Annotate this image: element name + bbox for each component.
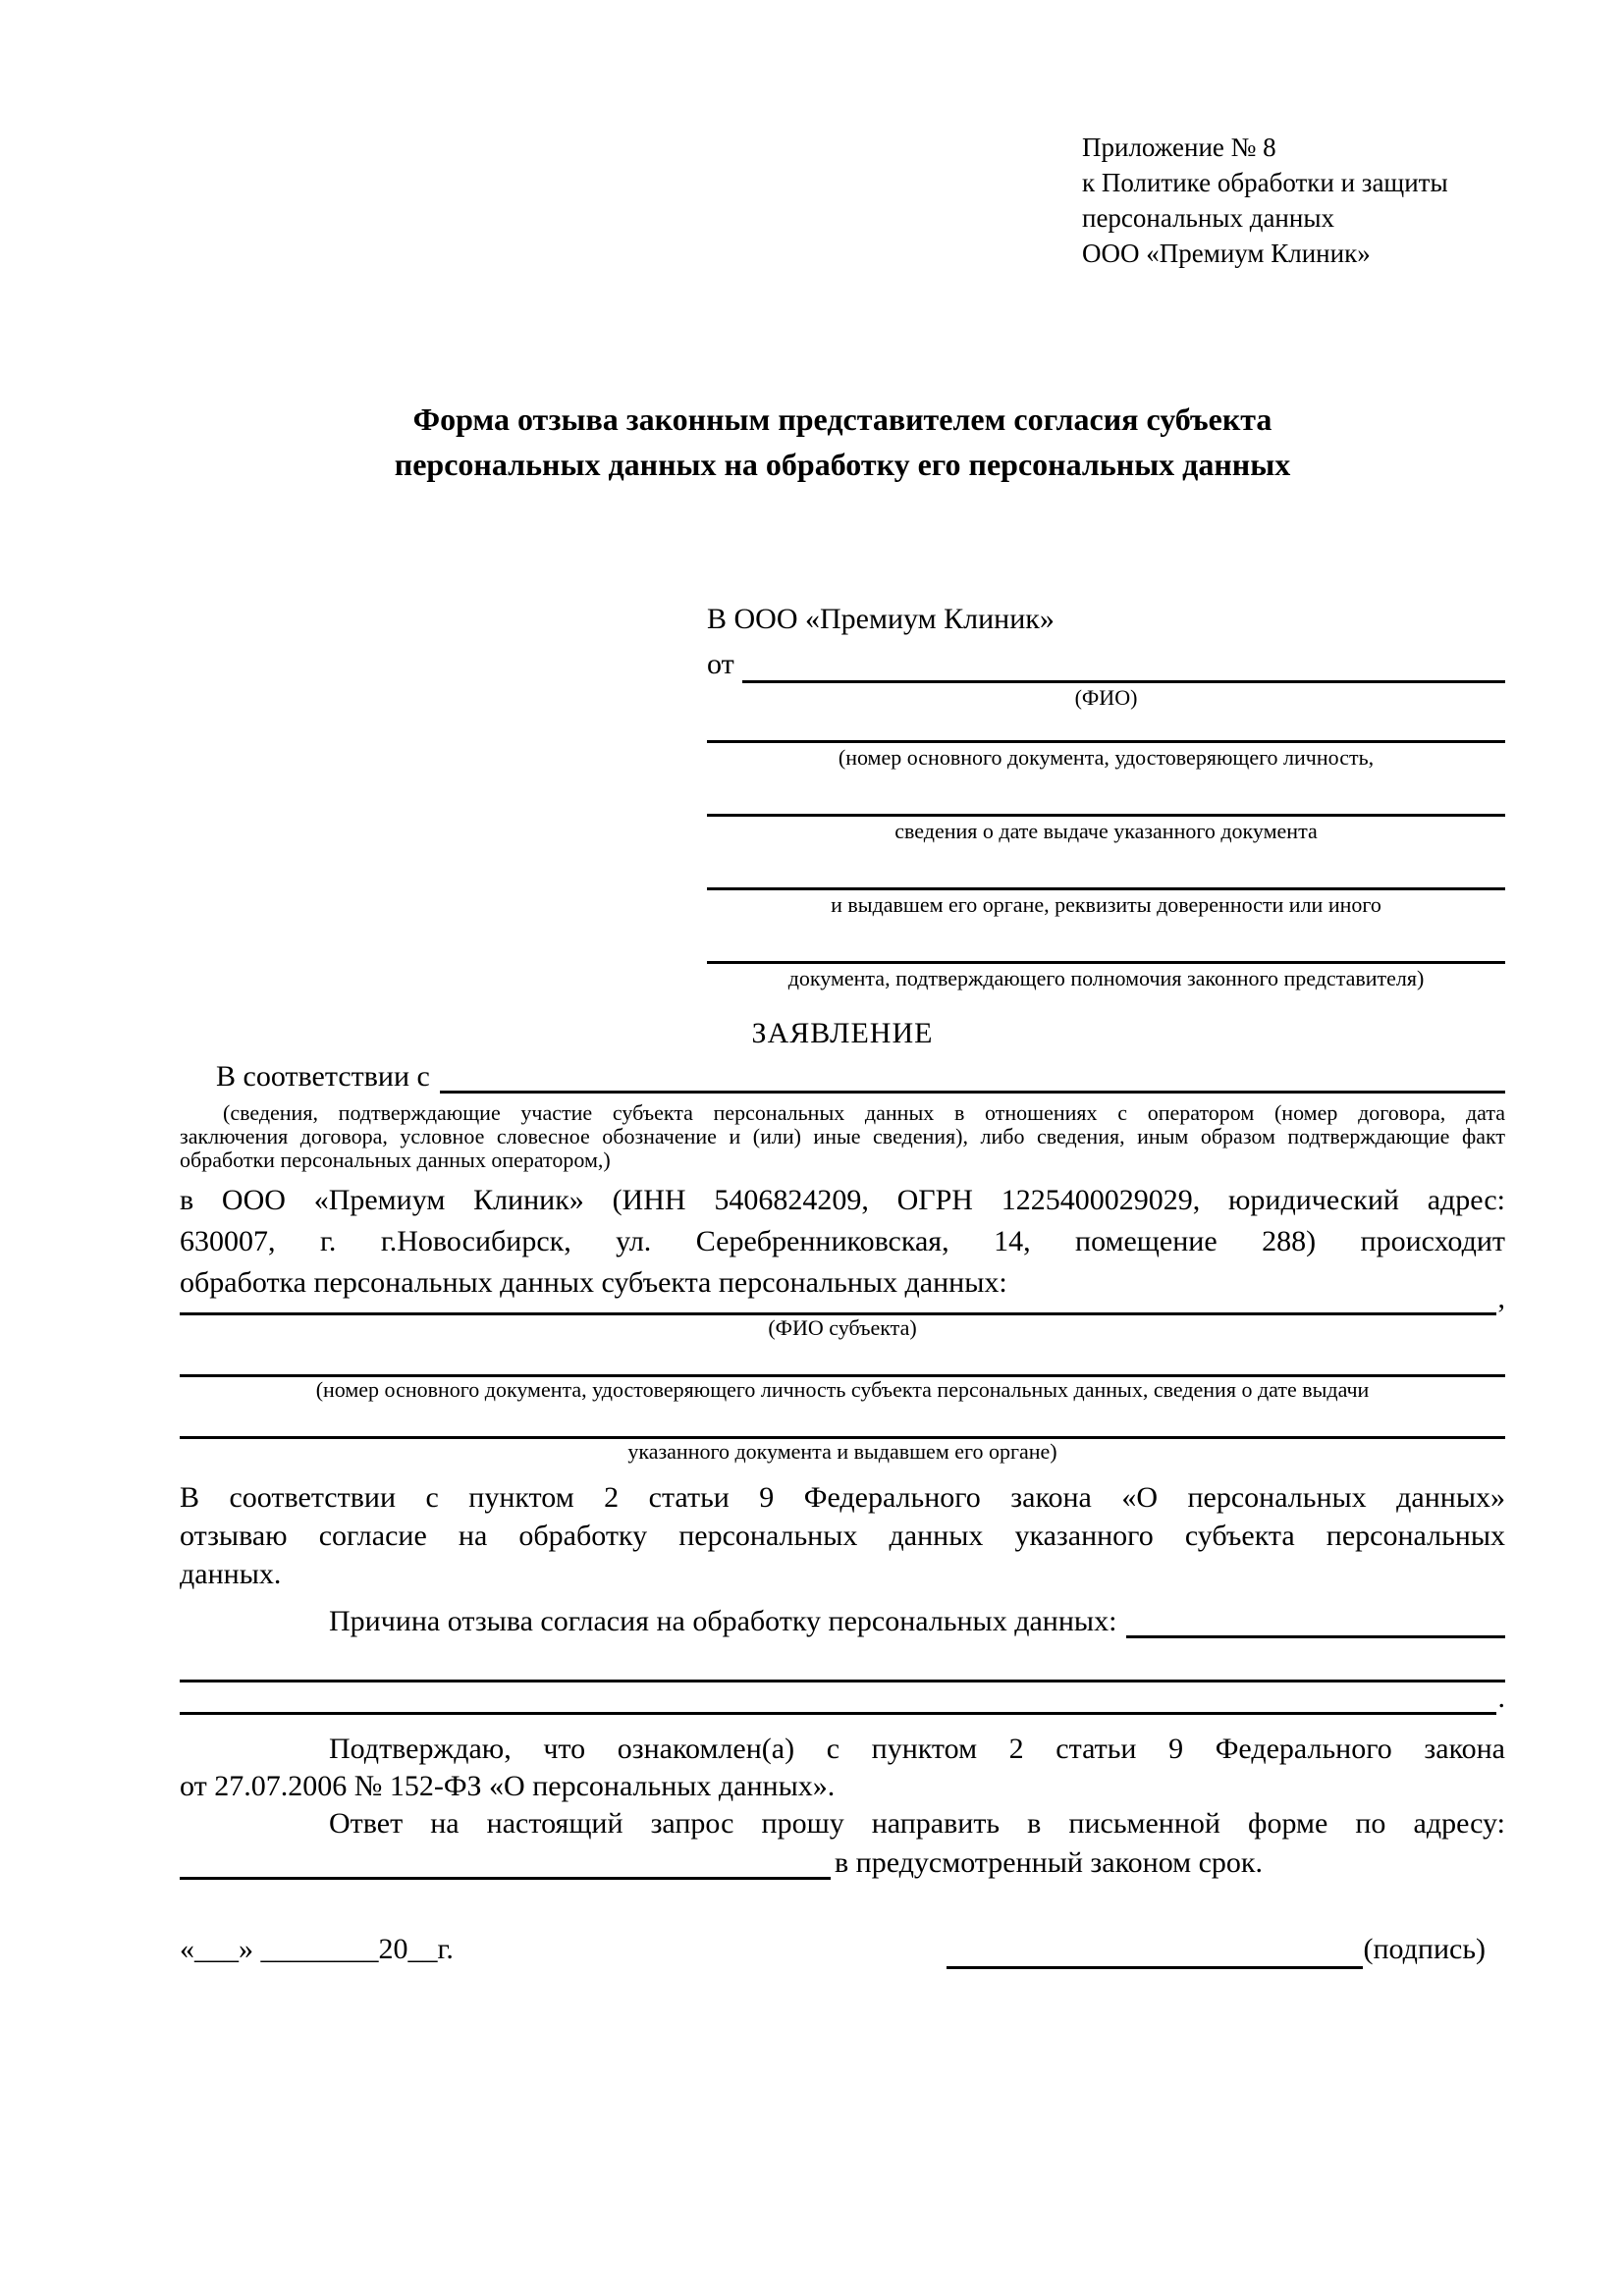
reply-address-blank-line [180,1877,831,1880]
date-blank: «___» ________20__г. [180,1933,454,1965]
field-caption: (номер основного документа, удостоверяющего личность, [838,745,1375,770]
field-caption: документа, подтверждающего полномочия законного представителя) [787,966,1425,990]
signature-caption: (подпись) [1363,1933,1486,1965]
recipient-organization: В ООО «Премиум Клиник» [707,603,1055,635]
document-issue-date-blank-line [707,774,1505,817]
signature-blank-line [947,1937,1363,1969]
accordance-field [180,1056,1505,1094]
reason-blank-line [1126,1635,1505,1638]
document-title [149,397,1536,487]
representative-fio-blank-line [742,680,1505,683]
accordance-basis-blank-line [440,1091,1505,1094]
reason-label: Причина отзыва согласия на обработку персональных данных: [329,1605,1117,1637]
statement-heading: ЗАЯВЛЕНИЕ [751,1017,934,1049]
representative-document-blank-line [707,715,1505,743]
statement-body [180,1056,1505,1880]
withdrawal-paragraph-line: отзываю согласие на обработку персональных данных указанного субъекта персональных [180,1520,1505,1552]
accordance-caption-line: заключения договора, условное словесное обозначение и (или) иные сведения), либо сведения, иным образом подтверждающие факт [180,1124,1505,1148]
appendix-note-line: Приложение № 8 [1082,133,1276,162]
document-title-line: персональных данных на обработку его персональных данных [394,447,1291,482]
operator-paragraph [180,1180,1505,1304]
from-field [707,646,1505,683]
recipient-block [707,601,1505,995]
appendix-note-line: ООО «Премиум Клиник» [1082,239,1371,268]
withdrawal-paragraph [180,1478,1505,1593]
signature-field [947,1930,1486,1969]
reply-request-tail: в предусмотренный законом срок. [835,1846,1263,1879]
subject-document-authority-blank-line [180,1403,1505,1439]
appendix-note [1082,130,1448,271]
appendix-note-line: персональных данных [1082,203,1334,233]
field-caption: (ФИО субъекта) [768,1315,917,1340]
acknowledgment-paragraph-line: Подтверждаю, что ознакомлен(а) с пунктом 2 статьи 9 Федерального закона [329,1733,1505,1765]
acknowledgment-paragraph [180,1731,1505,1805]
subject-line-suffix: , [1497,1282,1505,1314]
acknowledgment-paragraph-line: от 27.07.2006 № 152-ФЗ «О персональных данных». [180,1770,836,1802]
accordance-caption-line: обработки персональных данных оператором,) [180,1148,611,1172]
blank-line-suffix: . [1497,1682,1505,1714]
reason-blank-line-continued [180,1674,1505,1682]
reason-blank-row [180,1682,1505,1715]
withdrawal-paragraph-line: В соответствии с пунктом 2 статьи 9 Федерального закона «О персональных данных» [180,1481,1505,1514]
field-caption: сведения о дате выдаче указанного документа [894,819,1318,843]
reply-address-field [180,1842,1505,1880]
subject-document-blank-line [180,1341,1505,1377]
reason-blank-line-continued [180,1712,1496,1715]
document-title-line: Форма отзыва законным представителем согласия субъекта [412,401,1272,437]
field-caption: и выдавшем его органе, реквизиты доверенности или иного [831,892,1381,917]
field-caption: (ФИО) [1074,685,1138,710]
operator-paragraph-line: обработка персональных данных субъекта персональных данных: [180,1266,1007,1299]
accordance-label: В соответствии с [216,1060,430,1093]
footer [180,1930,1486,1969]
issuing-authority-blank-line [707,848,1505,890]
reply-request-label: Ответ на настоящий запрос прошу направить в письменной форме по адресу: [329,1807,1505,1840]
field-caption: (номер основного документа, удостоверяющего личность субъекта персональных данных, сведения о дате выдачи [315,1377,1370,1402]
from-label: от [707,648,734,680]
accordance-caption-line: (сведения, подтверждающие участие субъекта персональных данных в отношениях с оператором (номер договора, дата [223,1100,1505,1125]
field-caption: указанного документа и выдавшем его органе) [627,1439,1057,1464]
accordance-caption [180,1101,1505,1172]
operator-paragraph-line: 630007, г. г.Новосибирск, ул. Серебренниковская, 14, помещение 288) происходит [180,1225,1505,1257]
operator-paragraph-line: в ООО «Премиум Клиник» (ИНН 5406824209, ОГРН 1225400029029, юридический адрес: [180,1184,1505,1216]
appendix-note-line: к Политике обработки и защиты [1082,168,1448,197]
authority-document-blank-line [707,922,1505,964]
reason-field [180,1599,1505,1638]
withdrawal-paragraph-line: данных. [180,1558,282,1590]
